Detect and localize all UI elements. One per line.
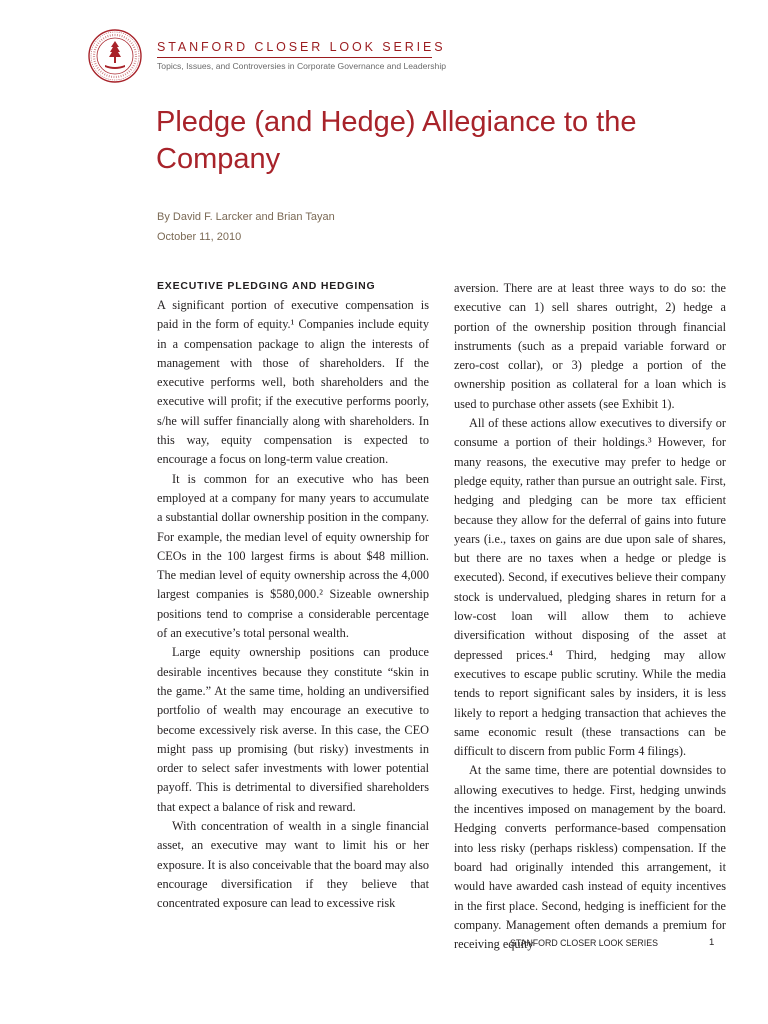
- left-column: [157, 278, 429, 914]
- article-date: October 11, 2010: [157, 231, 242, 243]
- paragraph: A significant portion of executive compensation is paid in the form of equity.¹ Companies include equity in a compensation package to align the interests of management with those of shareholders. If the executive performs well, both shareholders and the executive will profit; if the executive performs poorly, s/he will suffer financially along with shareholders. In this way, equity compensation is expected to encourage a focus on long-term value creation.: [157, 298, 429, 467]
- byline: [157, 207, 335, 247]
- paragraph: With concentration of wealth in a single financial asset, an executive may want to limit his or her exposure. It is also conceivable that the board may also encourage diversification if they believe that concentrated exposure can lead to excessive risk: [157, 819, 429, 911]
- series-divider: [157, 57, 432, 58]
- paragraph: All of these actions allow executives to diversify or consume a portion of their holdings.³ However, for many reasons, the executive may prefer to hedge or pledge equity, rather than pursue an outright sale. First, hedging and pledging can be more tax efficient because they allow for the deferral of gains into future years (i.e., taxes on gains are due upon sale of shares, but there are no taxes when a hedge or pledge is executed). Second, if executives believe their company stock is undervalued, pledging shares in return for a low-cost loan will allow them to achieve diversification without disposing of the asset at depressed prices.⁴ Third, hedging may allow executives to escape public scrutiny. While the media tends to report significant sales by insiders, it is less likely to report a hedging transaction that achieves the same economic result (these transactions can be difficult to discern from public Form 4 filings).: [454, 416, 726, 759]
- right-column: [454, 279, 726, 954]
- paragraph: aversion. There are at least three ways to do so: the executive can 1) sell shares outright, 2) hedge a portion of the ownership position through financial instruments (such as a prepaid variable forward or zero-cost collar), or 3) pledge a portion of the ownership position as collateral for a loan which is used to purchase other assets (see Exhibit 1).: [454, 281, 726, 411]
- paragraph: Large equity ownership positions can produce desirable incentives because they constitute “skin in the game.” At the same time, holding an undiversified portfolio of wealth may encourage an executive to become excessively risk averse. In this case, the CEO might pass up promising (but risky) investments in order to select safer investments with lower potential payoff. This is detrimental to diversified shareholders that expect a balance of risk and reward.: [157, 645, 429, 814]
- section-heading: EXECUTIVE PLEDGING AND HEDGING: [157, 280, 376, 292]
- paragraph: At the same time, there are potential downsides to allowing executives to hedge. First, hedging unwinds the incentives imposed on management by the board. Hedging converts performance-based compensation into less risky (perhaps riskless) compensation. If the board had originally intended this arrangement, it would have awarded cash instead of equity incentives in the first place. Second, hedging is inefficient for the company. Management often demands a premium for receiving equity: [454, 763, 726, 952]
- footer-series-name: STANFORD CLOSER LOOK SERIES: [510, 938, 658, 948]
- paragraph: It is common for an executive who has been employed at a company for many years to accumulate a substantial dollar ownership position in the company. For example, the median level of equity ownership for CEOs in the 100 largest firms is about $48 million. The median level of equity ownership across the 4,000 largest companies is $580,000.² Sizeable ownership positions tend to comprise a considerable percentage of an executive’s total personal wealth.: [157, 471, 429, 641]
- series-tagline: Topics, Issues, and Controversies in Corporate Governance and Leadership: [157, 61, 447, 71]
- article-title: Pledge (and Hedge) Allegiance to the Company: [156, 106, 637, 175]
- page-number: 1: [709, 937, 715, 948]
- series-name: STANFORD CLOSER LOOK SERIES: [157, 40, 446, 54]
- article-authors: By David F. Larcker and Brian Tayan: [157, 211, 335, 223]
- stanford-seal-icon: [88, 29, 142, 83]
